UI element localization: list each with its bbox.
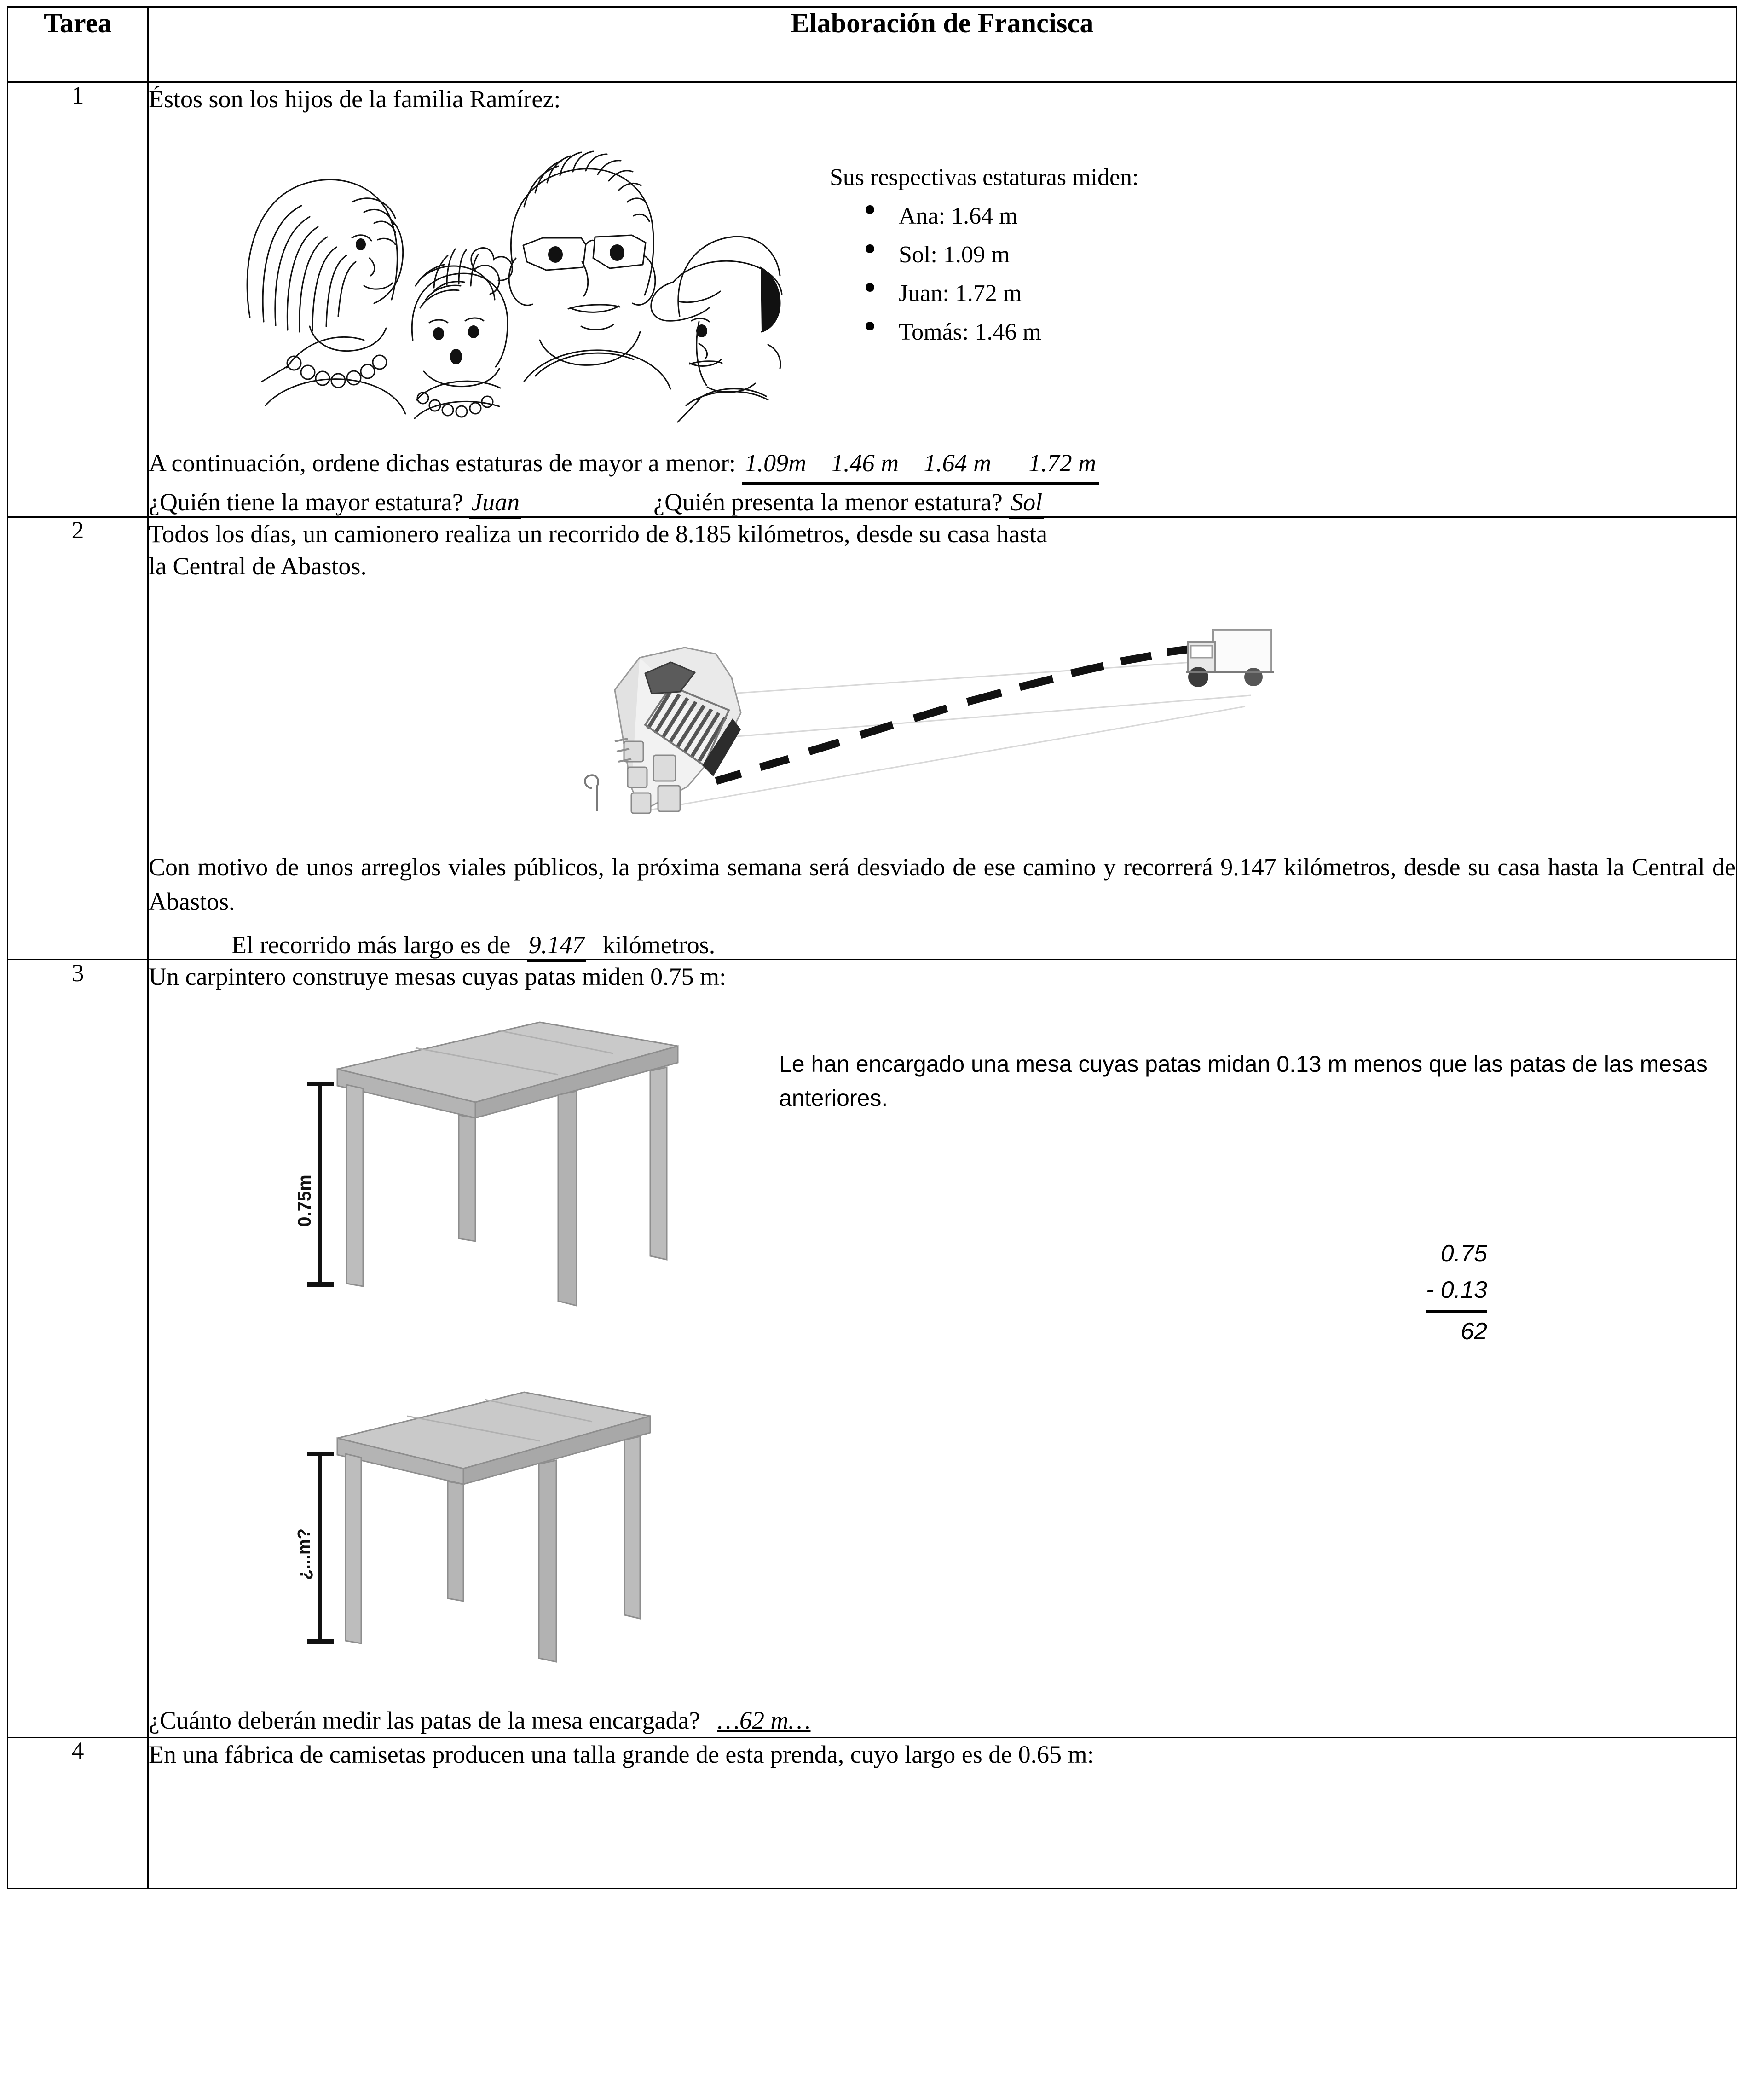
table-illustration-unknown-height [287,1362,655,1679]
heights-list-lead: Sus respectivas estaturas miden: [830,164,1139,191]
task2-result-value[interactable]: 9.147 [527,931,587,962]
task3-note: Le han encargado una mesa cuyas patas midan 0.13 m menos que las patas de las mesas anteriores. [779,1051,1708,1111]
task2-result-suffix: kilómetros. [602,931,716,959]
table-row [8,960,1737,1738]
task1-question-min: ¿Quién presenta la menor estatura? [653,488,1003,516]
task3-subtraction [779,1236,1736,1350]
table-row [8,82,1737,517]
task3-text-column [724,994,1736,1350]
task1-question-max: ¿Quién tiene la mayor estatura? [149,488,463,516]
list-item [899,236,1736,274]
task-number-cell-4 [8,1737,148,1888]
table2-dimension-label: ¿...m? [295,1528,314,1580]
task3-question: ¿Cuánto deberán medir las patas de la mesa encargada? [149,1706,700,1734]
task-number-cell-1 [8,82,148,517]
table-illustration-known-height [282,1002,687,1319]
tasks-table [7,6,1737,1889]
task2-paragraph: Con motivo de unos arreglos viales públicos, la próxima semana será desviado de ese camino y recorrerá 9.147 kilómetros, desde su casa hasta la Central de Abastos. [149,853,1736,915]
table-row [8,1737,1737,1888]
bullet-dot-icon [866,205,874,214]
family-children-illustration [218,124,784,437]
header-label-task: Tarea [44,8,112,38]
height-value: Tomás: 1.46 m [899,319,1041,346]
task1-intro: Éstos son los hijos de la familia Ramírez: [149,85,561,113]
height-value: Ana: 1.64 m [899,202,1018,229]
task-body-cell-1 [148,82,1737,517]
subtraction-result: 62 [1461,1318,1487,1345]
task2-intro-line2: la Central de Abastos. [149,552,367,580]
task1-order-prompt: A continuación, ordene dichas estaturas de mayor a menor: [149,449,736,477]
header-label-body: Elaboración de Francisca [791,8,1094,38]
task3-final-line [149,1704,1736,1737]
table-row [8,517,1737,960]
header-cell-body [148,7,1737,82]
task1-answer-min[interactable]: Sol [1009,488,1044,519]
task4-intro: En una fábrica de camisetas producen una talla grande de esta prenda, cuyo largo es de 0.65 m: [149,1740,1094,1768]
header-cell-task [8,7,148,82]
task2-result-prefix: El recorrido más largo es de [231,931,511,959]
task2-result-line [149,931,1736,959]
subtraction-subtrahend: - 0.13 [1426,1272,1487,1313]
task-body-cell-4 [148,1737,1737,1888]
table-header-row [8,7,1737,82]
table1-dimension-label: 0.75m [295,1174,315,1227]
task-number-1: 1 [71,81,84,109]
list-item [899,197,1736,236]
task3-figures-and-text [149,994,1736,1679]
heights-list [830,197,1736,352]
task1-order-answer[interactable]: 1.09m 1.46 m 1.64 m 1.72 m [742,446,1099,485]
task-body-cell-3 [148,960,1737,1738]
task3-answer[interactable]: …62 m… [717,1706,811,1734]
bullet-dot-icon [866,244,874,253]
task1-order-line [149,446,1736,485]
task-number-3: 3 [71,959,84,987]
task1-question-row [149,488,1736,516]
list-item [899,274,1736,313]
height-value: Juan: 1.72 m [899,280,1022,307]
task-number-cell-3 [8,960,148,1738]
task3-figures-column [149,994,724,1679]
bullet-dot-icon [866,283,874,292]
worksheet-page [0,6,1744,2100]
task1-figure-and-list [149,124,1736,437]
task2-intro-line1: Todos los días, un camionero realiza un recorrido de 8.185 kilómetros, desde su casa hasta [149,520,1048,548]
task3-intro: Un carpintero construye mesas cuyas patas miden 0.75 m: [149,963,727,991]
bullet-dot-icon [866,322,874,330]
task1-answer-max[interactable]: Juan [469,488,521,519]
task-number-cell-2 [8,517,148,960]
heights-list-block [830,124,1736,352]
list-item [899,313,1736,352]
route-building-truck-illustration [533,603,1352,820]
task-number-2: 2 [71,516,84,544]
subtraction-minuend: 0.75 [1440,1240,1487,1267]
task-body-cell-2 [148,517,1737,960]
task-number-4: 4 [71,1736,84,1764]
height-value: Sol: 1.09 m [899,241,1010,268]
